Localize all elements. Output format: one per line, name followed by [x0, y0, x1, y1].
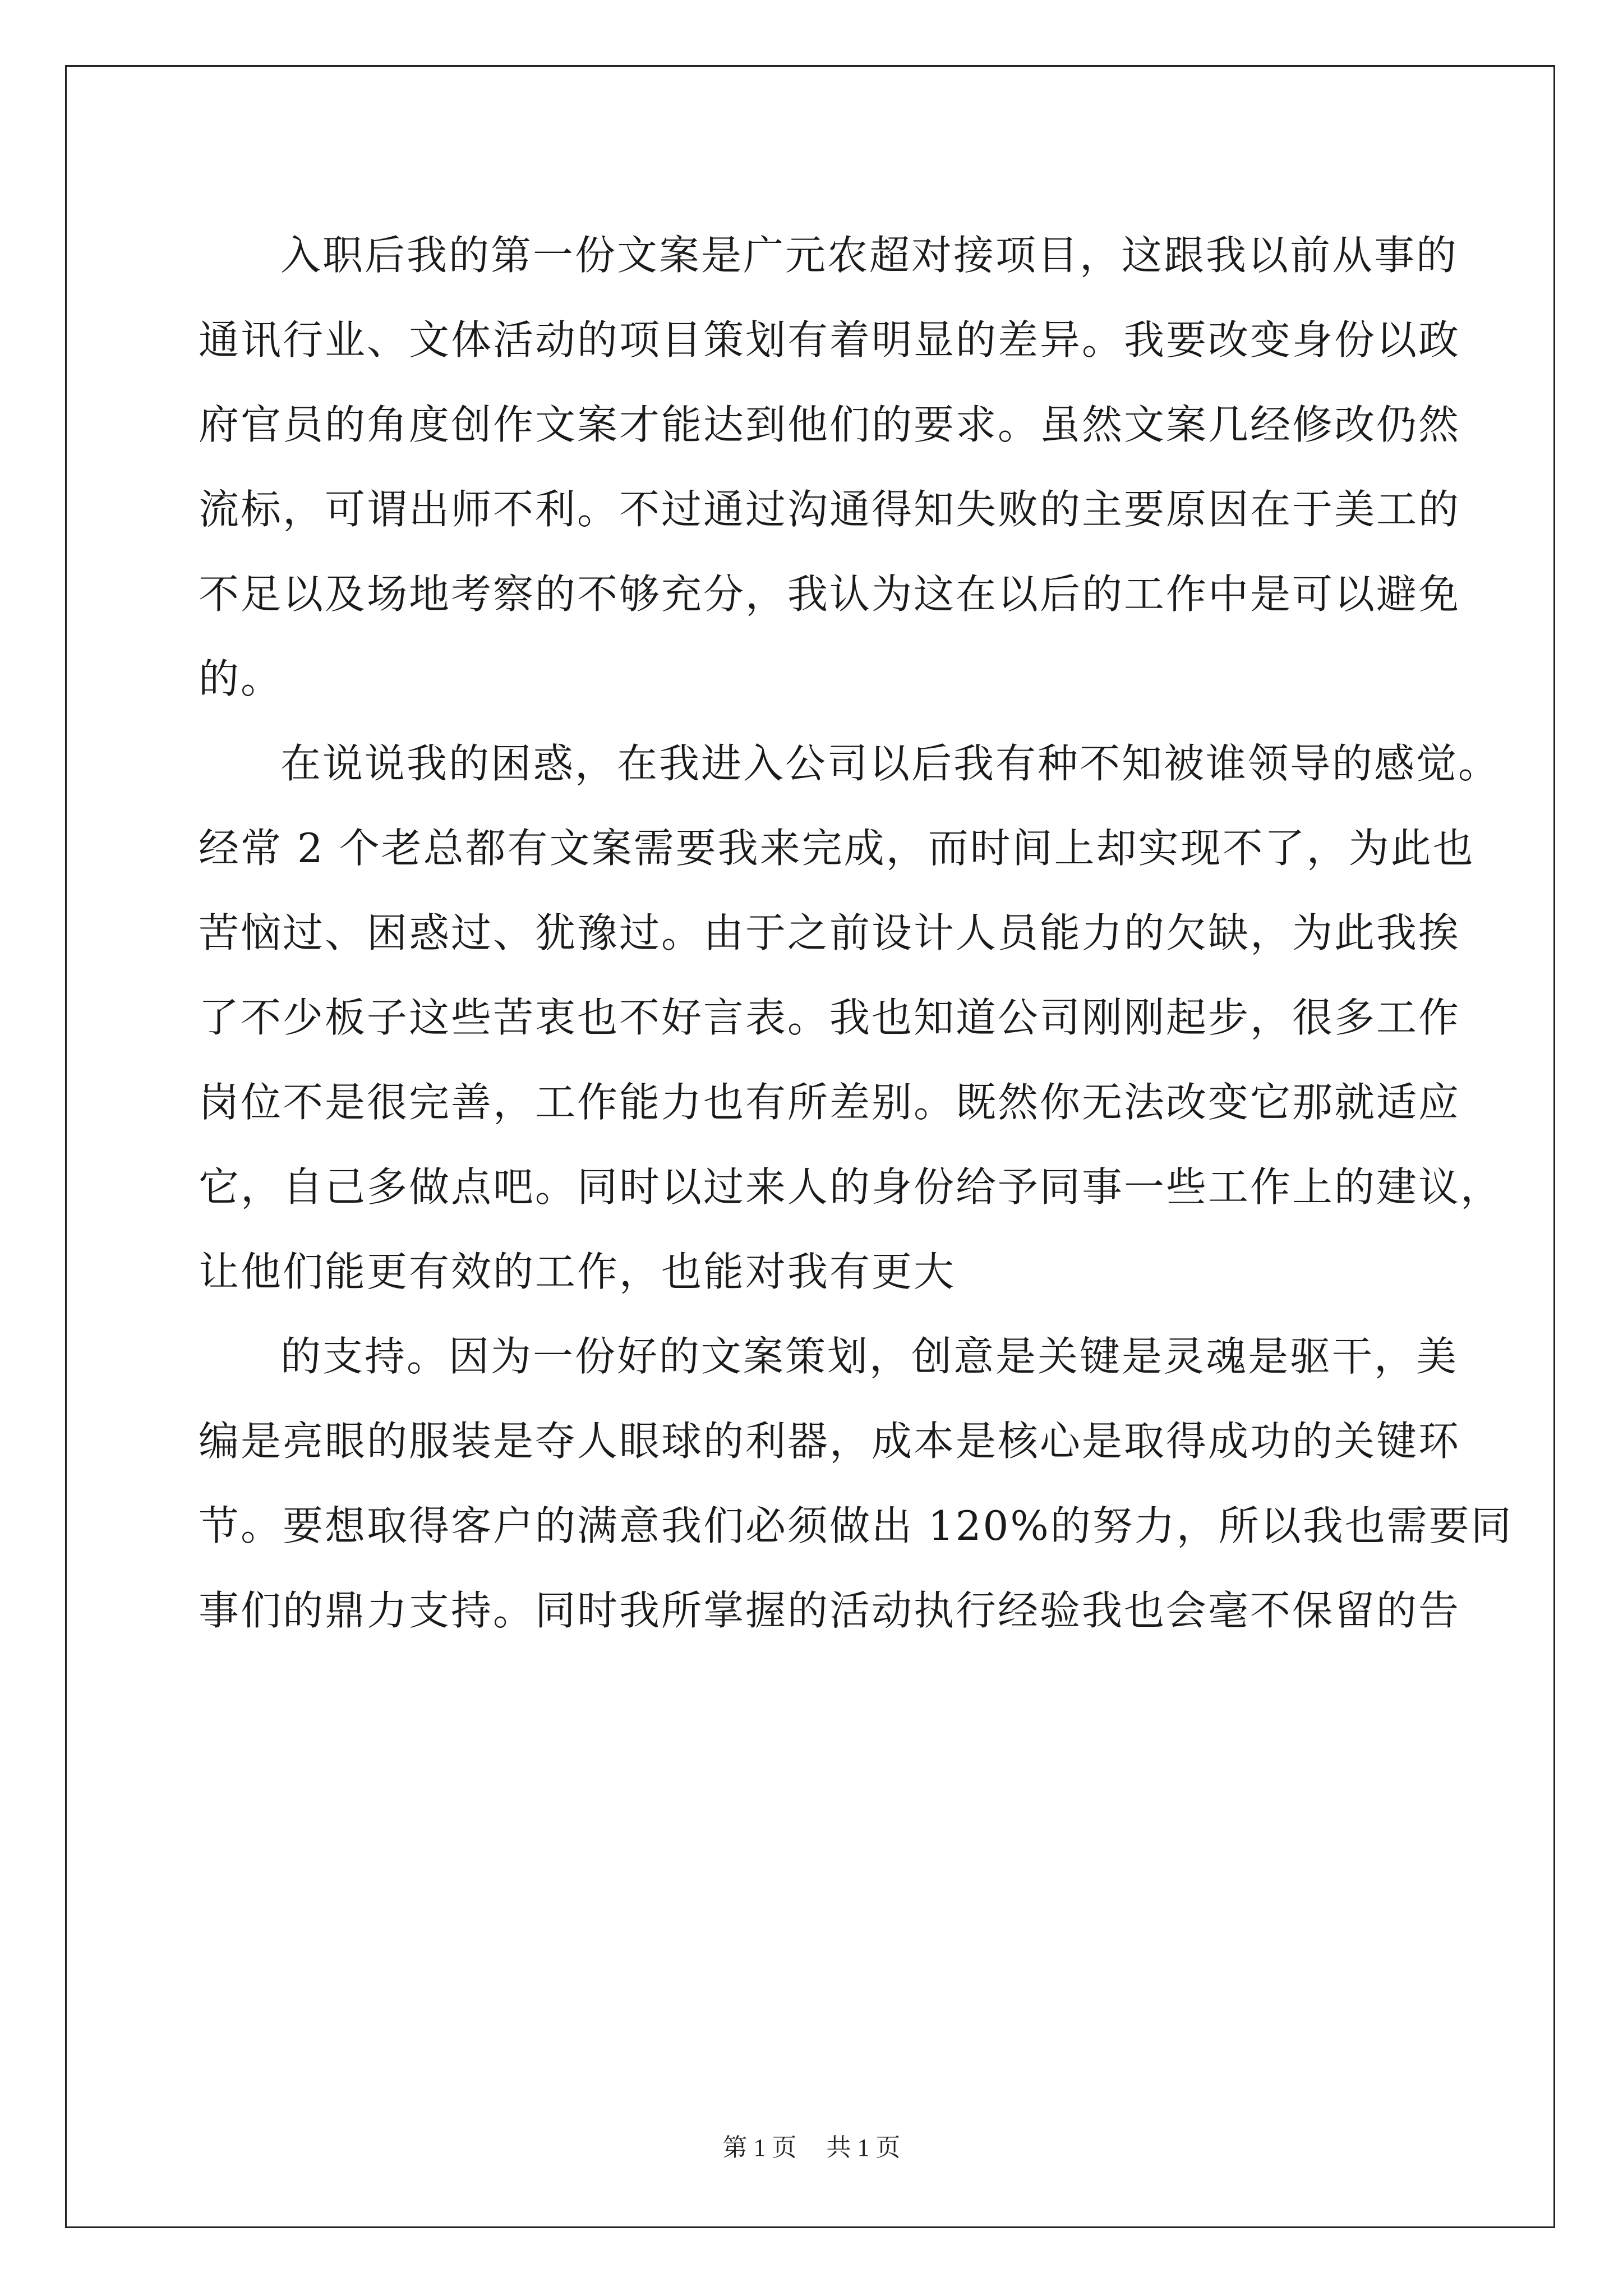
page-number-current: 第 1 页 — [722, 2134, 797, 2161]
page-number-total: 共 1 页 — [826, 2134, 901, 2161]
text-line: 事们的鼎力支持。同时我所掌握的活动执行经验我也会毫不保留的告 — [199, 1587, 1461, 1634]
text-line: 经常 2 个老总都有文案需要我来完成，而时间上却实现不了，为此也 — [199, 825, 1475, 872]
text-line: 岗位不是很完善，工作能力也有所差别。既然你无法改变它那就适应 — [199, 1079, 1461, 1126]
text-line: 在说说我的困惑，在我进入公司以后我有种不知被谁领导的感觉。 — [280, 740, 1501, 787]
text-line: 了不少板子这些苦衷也不好言表。我也知道公司刚刚起步，很多工作 — [199, 994, 1461, 1041]
document-body — [199, 213, 1513, 1653]
text-line: 的支持。因为一份好的文案策划，创意是关键是灵魂是驱干，美 — [280, 1333, 1459, 1380]
text-line: 入职后我的第一份文案是广元农超对接项目，这跟我以前从事的 — [280, 232, 1459, 279]
text-line: 苦恼过、困惑过、犹豫过。由于之前设计人员能力的欠缺，为此我挨 — [199, 909, 1461, 956]
text-line: 让他们能更有效的工作，也能对我有更大 — [199, 1248, 956, 1295]
text-line: 它，自己多做点吧。同时以过来人的身份给予同事一些工作上的建议， — [199, 1163, 1503, 1211]
text-line: 不足以及场地考察的不够充分，我认为这在以后的工作中是可以避免 — [199, 570, 1461, 618]
text-line: 编是亮眼的服装是夺人眼球的利器，成本是核心是取得成功的关键环 — [199, 1418, 1461, 1465]
text-line: 府官员的角度创作文案才能达到他们的要求。虽然文案几经修改仍然 — [199, 401, 1461, 448]
text-line: 的。 — [199, 655, 283, 702]
text-line: 流标，可谓出师不利。不过通过沟通得知失败的主要原因在于美工的 — [199, 486, 1461, 533]
text-line: 通讯行业、文体活动的项目策划有着明显的差异。我要改变身份以政 — [199, 316, 1461, 364]
text-line: 节。要想取得客户的满意我们必须做出 120%的努力，所以我也需要同 — [199, 1502, 1513, 1549]
page-footer — [0, 2127, 1623, 2163]
